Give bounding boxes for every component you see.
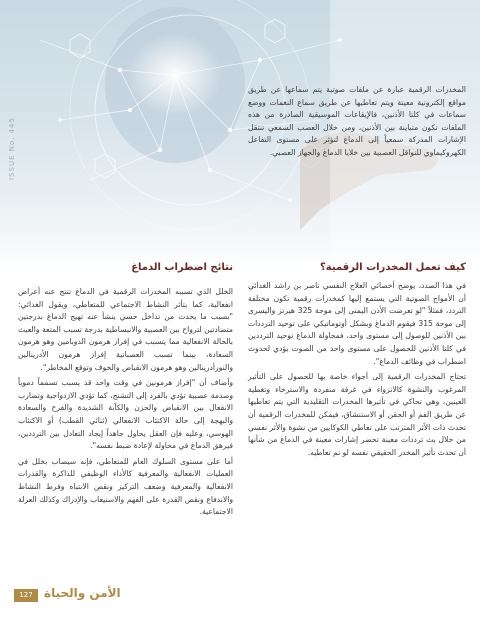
issue-number: ISSUE No. 445 [8,117,16,180]
article-column-left [18,286,233,522]
paragraph-behavior: أما على مستوى السلوك العام للمتعاطي، فإنه سيصاب بخلل في العمليات الانفعالية والمعرفية كالأداء الوظيفي للذاكرة والقدرات الانفعالية والمعرفية وضعف التركيز ونقص الانتباه وفرط النشاط والاندفاع ونقص القدرة على الفهم والاستيعاب والإدراك وكذلك العزلة الاجتماعية. [18,456,233,517]
section-heading-brain-disorder-results: نتائج اضطراب الدماغ [131,262,233,273]
paragraph-hormones: وأضاف أن "إفراز هرمونين في وقت واحد قد يسبب تسمماً دموياً وصدمة عصبية تؤدي بالفرد إلى التشنج، كما تؤدي الازدواجية وتضارب الانفعال بين الانقباض والحزن والكآبة الشديدة والفرح والسعادة والبهجة إلى حالة الاكتئاب الانفعالي (ثنائي القطب) أو الاكتئاب الهوسي، وعليه فإن العقل يحاول جاهداً إيجاد التعادل بين الترددين، فيرهق الدماغ في محاولة لإعادة ضبط نفسه". [18,378,233,451]
paragraph-frequency: في هذا الصدد، يوضح أخصائي العلاج النفسي ناصر بن راشد الغدائي أن الأمواج الصوتية التي يستمع إليها كمخدرات رقمية تكون مختلفة التردد، فمثلاً "لو تعرضت الأذن اليمنى إلى موجة 325 هيرتز واليسرى إلى موجة 315 فيقوم الدماغ وبشكل أوتوماتيكي على توحيد الترددات بين الأذنين للوصول إلى مستوى واحد، فمحاولة الدماغ توحيد الترددين في كلتا الأذنين للحصول على مستوى واحد من الصوت يؤدي لحدوث اضطراب في وظائف الدماغ". [248,281,466,366]
article-column-right-continued [248,280,466,462]
paragraph-atmosphere: تحتاج المخدرات الرقمية إلى أجواء خاصة بها للحصول على التأثير المرغوب والنشوة كالانزواء في غرفة منفردة والاسترخاء وتغطية العينين، وهي تحاكي في تأثيرها المخدرات التقليدية التي يتم تعاطيها عن طريق الفم أو الحقن أو الاستنشاق، فيمكن للمخدرات الرقمية أن تحدث ذات الأثر المترتب على تعاطي الكوكايين من نشوة والأثر نفسي من خلال بث ترددات معينة تحضر إشارات معينة في الدماغ من شأنها أن تحدث تأثير المخدر الحقيقي نفسه لو تم تعاطيه. [248,372,466,457]
intro-paragraph: المخدرات الرقمية عبارة عن ملفات صوتية يتم سماعها عن طريق مواقع إلكترونية معينة ويتم تعاطيها عن طريق سماع النغمات ووضع سماعات في كلتا الأذنين، فالإيقاعات الموسيقية الصادرة من هذه الملفات تكون متباينة بين الأذنين، ومن خلال العصب السمعي تنتقل الإشارات المدركة سمعياً إلى الدماغ لتؤثر على مستوى التفاعل الكهروكيماوي للنواقل العصبية بين خلايا الدماغ والجهاز العصبي. [248,85,466,157]
page-footer [14,586,214,606]
magazine-name: الأمن والحياة [44,586,121,600]
section-heading-how-digital-drugs-work: كيف تعمل المخدرات الرقمية؟ [320,262,466,273]
paragraph-emotional-symptoms: الخلل الذي تسببه المخدرات الرقمية في الدماغ تنتج عنه أعراض انفعالية، كما يتأثر النشاط الاجتماعي للمتعاطي، ويقول الغدائي: "بسبب ما يحدث من تداخل حسي ينشأ عنه تهيج الدماغ بدرجتين متضادتين لترواح بين العصبية والانبساطية بدرجة تسبب المتعة والعبث بالحالة الانفعالية مما يتسبب في إفراز هرمون الدوبامين وهو هرمون السعادة، بينما تسبب العصبانية إفراز هرمون الأدرينالين والنورأدرينالين وهو هرمون الانقباض والخوف وتوقع المخاطر". [18,287,233,372]
article-column-right [248,84,466,163]
page-number: 127 [14,589,38,602]
